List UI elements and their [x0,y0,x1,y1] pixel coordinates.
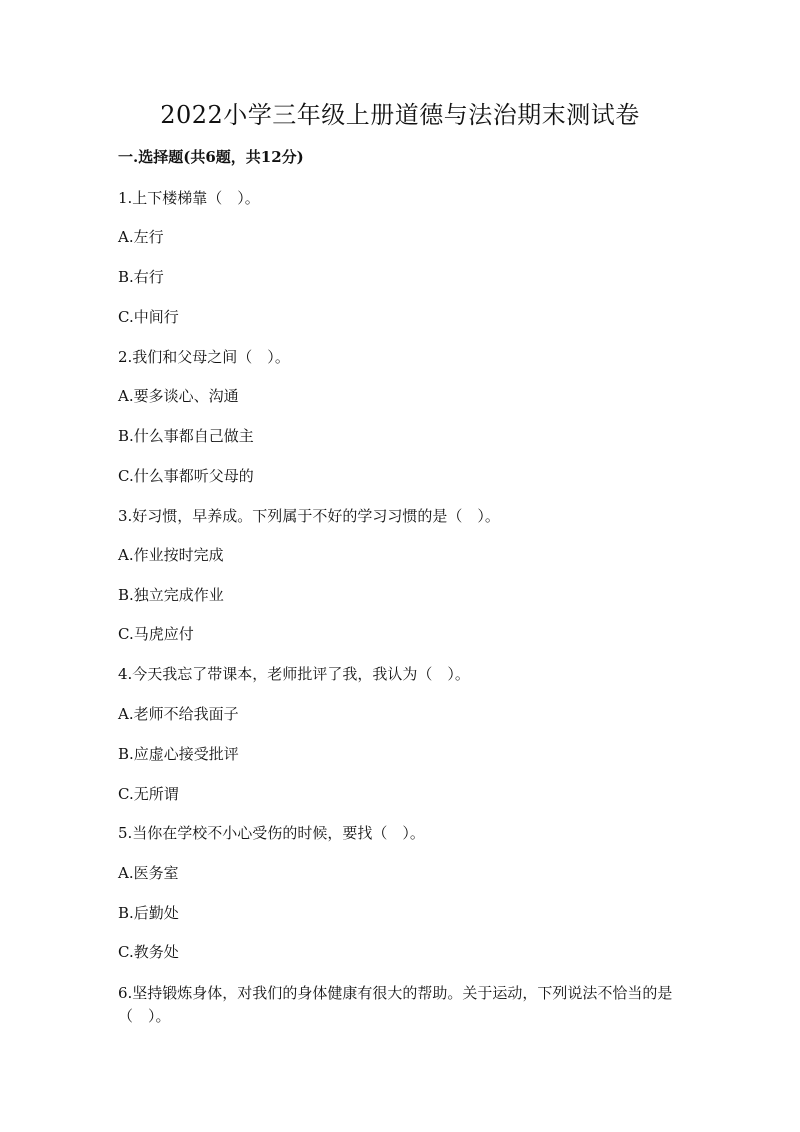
question-1-option-b: B.右行 [118,268,164,286]
question-3-option-c: C.马虎应付 [118,625,194,643]
question-2-option-b: B.什么事都自己做主 [118,427,254,445]
question-stem-2: 2.我们和父母之间（ ）。 [118,348,290,366]
question-stem-1: 1.上下楼梯靠（ ）。 [118,189,260,207]
question-5-option-a: A.医务室 [118,864,179,882]
question-4-option-b: B.应虚心接受批评 [118,745,239,763]
question-5-option-b: B.后勤处 [118,904,179,922]
question-5-option-c: C.教务处 [118,943,179,961]
section-heading: 一.选择题(共6题，共12分) [118,148,304,166]
question-1-option-c: C.中间行 [118,308,179,326]
question-2-option-c: C.什么事都听父母的 [118,467,254,485]
question-stem-4: 4.今天我忘了带课本，老师批评了我，我认为（ ）。 [118,665,470,683]
question-4-option-a: A.老师不给我面子 [118,705,239,723]
question-4-option-c: C.无所谓 [118,785,179,803]
exam-title: 2022小学三年级上册道德与法治期末测试卷 [160,101,640,129]
question-2-option-a: A.要多谈心、沟通 [118,387,239,405]
question-stem-3: 3.好习惯，早养成。下列属于不好的学习习惯的是（ ）。 [118,507,500,525]
question-3-option-b: B.独立完成作业 [118,586,224,604]
question-3-option-a: A.作业按时完成 [118,546,224,564]
question-stem-5: 5.当你在学校不小心受伤的时候，要找（ ）。 [118,824,425,842]
question-1-option-a: A.左行 [118,228,164,246]
question-stem-6: 6.坚持锻炼身体，对我们的身体健康有很大的帮助。关于运动，下列说法不恰当的是（ ）。 [118,984,673,1025]
